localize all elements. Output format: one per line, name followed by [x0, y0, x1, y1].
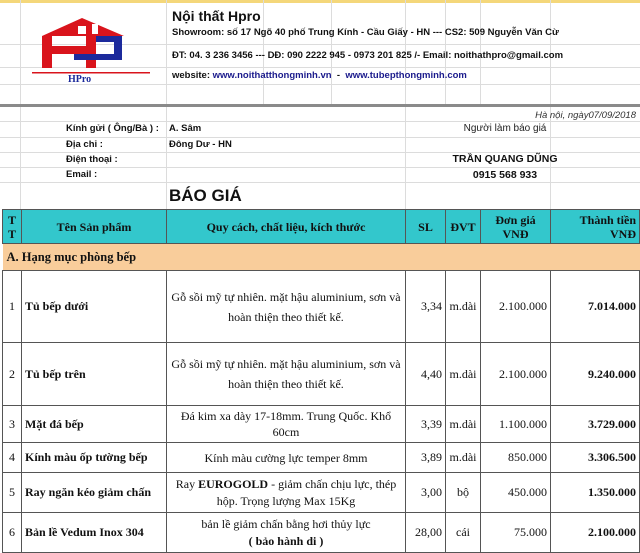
- preparer-label: Người làm báo giá: [463, 123, 547, 134]
- website-link-2[interactable]: www.tubepthongminh.com: [345, 70, 467, 81]
- unit: m.dài: [446, 271, 481, 343]
- address-label: Địa chỉ :: [66, 139, 103, 150]
- table-row[interactable]: [3, 343, 640, 406]
- col-header-name: Tên Sản phẩm: [22, 210, 167, 244]
- product-spec: Kính màu cường lực temper 8mm: [167, 443, 406, 473]
- row-number: 1: [3, 271, 22, 343]
- phone-label: Điện thoại :: [66, 154, 118, 165]
- product-spec: Đá kim xa dày 17-18mm. Trung Quốc. Khổ 60cm: [167, 406, 406, 443]
- line-total: 1.350.000: [551, 473, 640, 513]
- line-total: 9.240.000: [551, 343, 640, 406]
- col-header-price: Đơn giá VNĐ: [481, 210, 551, 244]
- col-header-unit: ĐVT: [446, 210, 481, 244]
- unit-price: 450.000: [481, 473, 551, 513]
- unit-price: 1.100.000: [481, 406, 551, 443]
- website-line: [172, 70, 467, 81]
- table-row[interactable]: [3, 513, 640, 553]
- product-name: Bản lề Vedum Inox 304: [22, 513, 167, 553]
- gridline: [0, 121, 640, 122]
- recipient-value[interactable]: A. Sâm: [169, 123, 202, 134]
- table-row[interactable]: [3, 406, 640, 443]
- table-row[interactable]: [3, 443, 640, 473]
- house-logo-icon: [20, 8, 160, 83]
- product-spec: [167, 513, 406, 553]
- product-name: Tủ bếp dưới: [22, 271, 167, 343]
- unit: m.dài: [446, 443, 481, 473]
- product-name: Ray ngăn kéo giảm chấn: [22, 473, 167, 513]
- page-break-line: [0, 104, 640, 107]
- gridline: [0, 167, 640, 168]
- preparer-phone: 0915 568 933: [472, 169, 538, 181]
- unit-price: 2.100.000: [481, 343, 551, 406]
- line-total: 2.100.000: [551, 513, 640, 553]
- row-number: 5: [3, 473, 22, 513]
- showroom-address: Showroom: số 17 Ngõ 40 phố Trung Kính - Cầu Giấy - HN --- CS2: 509 Nguyễn Văn Cừ: [172, 27, 559, 38]
- spec-text: Ray: [175, 476, 199, 491]
- quantity: 3,89: [406, 443, 446, 473]
- quantity: 28,00: [406, 513, 446, 553]
- line-total: 3.729.000: [551, 406, 640, 443]
- col-header-tt: T T: [3, 210, 22, 244]
- date-line: Hà nội, ngày07/09/2018: [535, 110, 636, 121]
- quotation-table: [2, 209, 640, 553]
- spec-warranty: ( bảo hành di ): [248, 533, 324, 548]
- product-spec: [167, 473, 406, 513]
- unit: m.dài: [446, 406, 481, 443]
- quantity: 3,00: [406, 473, 446, 513]
- address-value[interactable]: Đông Dư - HN: [169, 139, 232, 150]
- unit: cái: [446, 513, 481, 553]
- section-row: [3, 244, 640, 271]
- spec-text: bản lề giảm chấn bằng hơi thủy lực: [201, 516, 371, 531]
- col-header-total: Thành tiền VNĐ: [551, 210, 640, 244]
- section-title: A. Hạng mục phòng bếp: [3, 244, 640, 271]
- spec-brand: EUROGOLD: [198, 476, 269, 491]
- row-number: 2: [3, 343, 22, 406]
- line-total: 7.014.000: [551, 271, 640, 343]
- col-header-spec: Quy cách, chất liệu, kích thước: [167, 210, 406, 244]
- company-name: Nội thất Hpro: [172, 8, 261, 24]
- page-title: BÁO GIÁ: [169, 186, 242, 205]
- row-number: 4: [3, 443, 22, 473]
- logo-text: HPro: [68, 74, 92, 85]
- website-link-1[interactable]: www.noithatthongminh.vn: [212, 70, 332, 81]
- quantity: 3,34: [406, 271, 446, 343]
- quantity: 4,40: [406, 343, 446, 406]
- product-name: Tủ bếp trên: [22, 343, 167, 406]
- product-name: Kính màu ốp tường bếp: [22, 443, 167, 473]
- product-name: Mặt đá bếp: [22, 406, 167, 443]
- gridline: [0, 84, 640, 85]
- preparer-name: TRẦN QUANG DŨNG: [452, 153, 558, 165]
- table-row[interactable]: [3, 473, 640, 513]
- unit-price: 850.000: [481, 443, 551, 473]
- company-logo: [20, 8, 160, 83]
- column-header-strip: [0, 0, 640, 3]
- line-total: 3.306.500: [551, 443, 640, 473]
- spec-text-tail: - giảm chấn chịu lực, thép hộp. Trọng lượng Max 15Kg: [216, 476, 397, 508]
- row-number: 3: [3, 406, 22, 443]
- unit: bộ: [446, 473, 481, 513]
- product-spec: Gỗ sồi mỹ tự nhiên. mặt hậu aluminium, sơn và hoàn thiện theo thiết kế.: [167, 271, 406, 343]
- recipient-label: Kính gửi ( Ông/Bà ) :: [66, 123, 159, 134]
- contact-info: ĐT: 04. 3 236 3456 --- DĐ: 090 2222 945 - 0973 201 825 /- Email: noithathpro@gmail.com: [172, 50, 564, 61]
- website-label: website:: [172, 70, 213, 81]
- table-row[interactable]: [3, 271, 640, 343]
- col-header-qty: SL: [406, 210, 446, 244]
- gridline: [0, 137, 640, 138]
- quantity: 3,39: [406, 406, 446, 443]
- email-label: Email :: [66, 169, 98, 180]
- row-number: 6: [3, 513, 22, 553]
- table-header-row: [3, 210, 640, 244]
- unit-price: 2.100.000: [481, 271, 551, 343]
- website-separator: -: [331, 70, 346, 81]
- gridline: [0, 182, 640, 183]
- product-spec: Gỗ sồi mỹ tự nhiên. mặt hậu aluminium, sơn và hoàn thiện theo thiết kế.: [167, 343, 406, 406]
- unit: m.dài: [446, 343, 481, 406]
- unit-price: 75.000: [481, 513, 551, 553]
